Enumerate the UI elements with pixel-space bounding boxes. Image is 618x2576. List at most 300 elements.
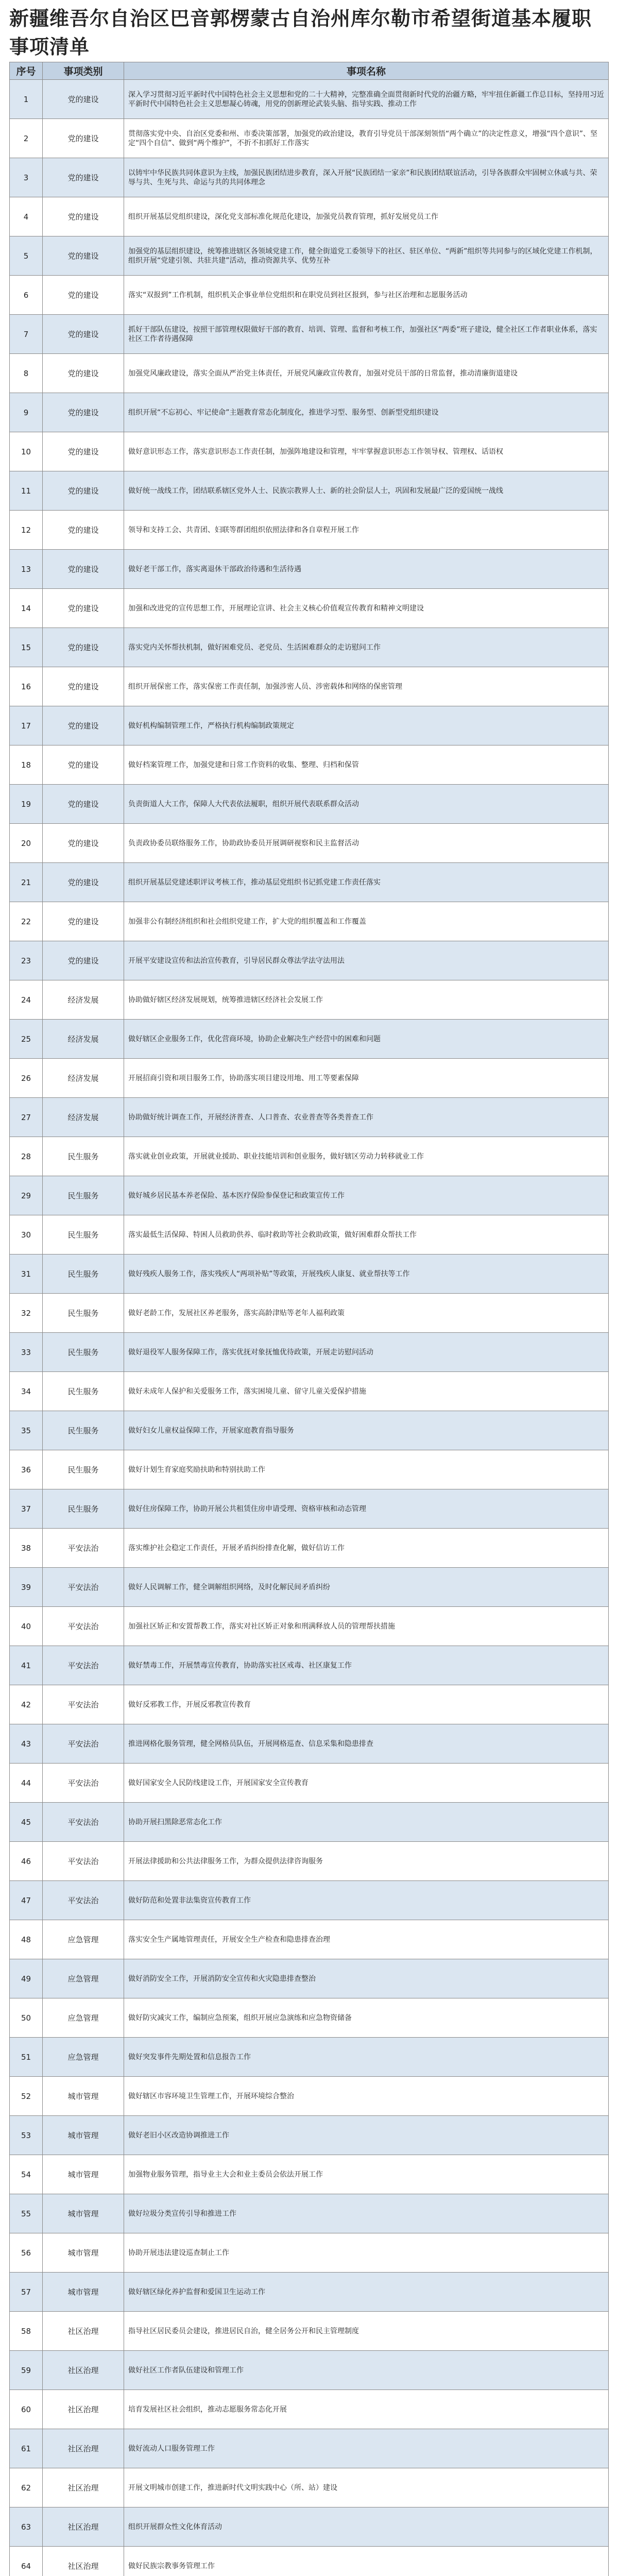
cell-no-text: 16 (21, 682, 31, 691)
cell-no-text: 19 (21, 799, 31, 809)
cell-no (10, 1215, 43, 1255)
cell-category-text: 应急管理 (67, 2052, 99, 2062)
cell-category-text: 民生服务 (67, 1347, 99, 1357)
cell-item (124, 1450, 609, 1489)
table-row (10, 2038, 609, 2077)
table-row (10, 354, 609, 393)
table-row (10, 2429, 609, 2468)
cell-category-text: 应急管理 (67, 2013, 99, 2023)
cell-category (43, 1764, 124, 1803)
cell-no-text: 38 (21, 1543, 31, 1553)
table-row (10, 1646, 609, 1685)
cell-no (10, 1372, 43, 1411)
cell-item (124, 1568, 609, 1607)
cell-item-text: 负责街道人大工作，保障人大代表依法履职，组织开展代表联系群众活动 (128, 800, 359, 808)
cell-item-text: 协助做好统计调查工作，开展经济普查、人口普查、农业普查等各类普查工作 (128, 1113, 373, 1122)
cell-no-text: 62 (21, 2483, 31, 2493)
table-row (10, 745, 609, 785)
cell-category (43, 1607, 124, 1646)
cell-category (43, 2194, 124, 2233)
cell-category (43, 550, 124, 589)
table-row (10, 980, 609, 1020)
cell-no-text: 64 (21, 2561, 31, 2571)
table-row (10, 1529, 609, 1568)
table-row (10, 1685, 609, 1724)
cell-item-text: 做好档案管理工作，加强党建和日常工作资料的收集、整理、归档和保管 (128, 760, 359, 769)
cell-category-text: 党的建设 (67, 212, 99, 222)
cell-category (43, 1294, 124, 1333)
cell-item (124, 550, 609, 589)
cell-no-text: 2 (23, 133, 29, 143)
cell-item-text: 加强和改进党的宣传思想工作，开展理论宣讲、社会主义核心价值观宣传教育和精神文明建设 (128, 604, 424, 613)
cell-no-text: 41 (21, 1660, 31, 1670)
cell-no-text: 57 (21, 2287, 31, 2297)
cell-category (43, 902, 124, 941)
table-row (10, 1176, 609, 1215)
cell-item-text: 做好辖区企业服务工作，优化营商环境，协助企业解决生产经营中的困难和问题 (128, 1035, 381, 1043)
cell-item-text: 协助开展扫黑除恶常态化工作 (128, 1818, 222, 1826)
cell-no (10, 432, 43, 471)
cell-item-text: 落实维护社会稳定工作责任，开展矛盾纠纷排查化解，做好信访工作 (128, 1544, 345, 1552)
cell-no-text: 34 (21, 1386, 31, 1396)
cell-item (124, 2273, 609, 2312)
cell-no (10, 2390, 43, 2429)
cell-item (124, 1959, 609, 1998)
table-row (10, 1215, 609, 1255)
cell-no-text: 56 (21, 2248, 31, 2258)
cell-no-text: 46 (21, 1856, 31, 1866)
cell-item-text: 做好辖区市容环境卫生管理工作，开展环境综合整治 (128, 2092, 294, 2100)
cell-item (124, 745, 609, 785)
cell-item (124, 1255, 609, 1294)
cell-no-text: 27 (21, 1112, 31, 1122)
cell-category-text: 城市管理 (67, 2091, 99, 2101)
cell-category-text: 平安法治 (67, 1660, 99, 1670)
cell-item-text: 协助开展违法建设巡查制止工作 (128, 2248, 229, 2257)
cell-item (124, 1724, 609, 1764)
cell-item (124, 1176, 609, 1215)
cell-item-text: 做好防灾减灾工作，编制应急预案，组织开展应急演练和应急物资储备 (128, 2013, 352, 2022)
table-row (10, 1764, 609, 1803)
cell-no (10, 1450, 43, 1489)
cell-no-text: 50 (21, 2013, 31, 2023)
cell-item-text: 做好禁毒工作，开展禁毒宣传教育，协助落实社区戒毒、社区康复工作 (128, 1661, 352, 1670)
cell-category-text: 党的建设 (67, 799, 99, 809)
table-row (10, 158, 609, 197)
cell-item (124, 1372, 609, 1411)
cell-item (124, 902, 609, 941)
cell-item (124, 393, 609, 432)
cell-item-text: 开展文明城市创建工作，推进新时代文明实践中心（所、站）建设 (128, 2483, 337, 2492)
cell-no-text: 31 (21, 1269, 31, 1279)
table-row (10, 667, 609, 706)
table-row (10, 550, 609, 589)
cell-category (43, 1059, 124, 1098)
cell-item-text: 做好未成年人保护和关爱服务工作，落实困境儿童、留守儿童关爱保护措施 (128, 1387, 366, 1396)
table-row (10, 2233, 609, 2273)
cell-category-text: 民生服务 (67, 1308, 99, 1318)
cell-item-text: 培育发展社区社会组织，推动志愿服务常态化开展 (128, 2405, 287, 2414)
cell-category-text: 平安法治 (67, 1895, 99, 1905)
cell-no (10, 511, 43, 550)
cell-no (10, 2429, 43, 2468)
table-row (10, 1450, 609, 1489)
table-row (10, 1255, 609, 1294)
cell-item-text: 做好反邪教工作，开展反邪教宣传教育 (128, 1700, 251, 1709)
cell-category-text: 民生服务 (67, 1504, 99, 1514)
cell-no-text: 51 (21, 2052, 31, 2062)
cell-no-text: 25 (21, 1034, 31, 1044)
table-row (10, 80, 609, 119)
table-row (10, 2116, 609, 2155)
cell-category-text: 党的建设 (67, 642, 99, 652)
cell-item-text: 组织开展基层党组织建设，深化党支部标准化规范化建设，加强党员教育管理，抓好发展党员工作 (128, 212, 438, 221)
cell-category (43, 1881, 124, 1920)
cell-no-text: 3 (23, 173, 29, 182)
cell-category-text: 党的建设 (67, 721, 99, 731)
cell-category (43, 2429, 124, 2468)
cell-category (43, 471, 124, 511)
cell-category-text: 民生服务 (67, 1386, 99, 1396)
cell-item (124, 980, 609, 1020)
cell-category (43, 1529, 124, 1568)
cell-no-text: 20 (21, 838, 31, 848)
table-row (10, 432, 609, 471)
cell-item (124, 432, 609, 471)
cell-category-text: 党的建设 (67, 447, 99, 456)
cell-no (10, 2077, 43, 2116)
cell-item-text: 做好意识形态工作，落实意识形态工作责任制，加强阵地建设和管理，牢牢掌握意识形态工作领导权、管理权、话语权 (128, 447, 503, 456)
cell-item-text: 指导社区居民委员会建设，推进居民自治，健全居务公开和民主管理制度 (128, 2327, 359, 2335)
cell-no (10, 863, 43, 902)
cell-no (10, 2351, 43, 2390)
cell-category (43, 1568, 124, 1607)
cell-category-text: 党的建设 (67, 486, 99, 496)
table-row (10, 2312, 609, 2351)
cell-no-text: 6 (23, 290, 29, 300)
cell-item (124, 2507, 609, 2547)
cell-item (124, 2468, 609, 2507)
cell-category-text: 党的建设 (67, 956, 99, 965)
cell-item (124, 628, 609, 667)
cell-item (124, 824, 609, 863)
cell-category (43, 1724, 124, 1764)
table-row (10, 2547, 609, 2576)
cell-item (124, 1998, 609, 2038)
cell-item-text: 深入学习贯彻习近平新时代中国特色社会主义思想和党的二十大精神，完整准确全面贯彻新时代党的治疆方略，牢牢扭住新疆工作总目标，坚持用习近平新时代中国特色社会主义思想凝心铸魂，用党的创新理论武装头脑、指导实践、推动工作 (128, 90, 604, 108)
cell-item (124, 1059, 609, 1098)
cell-category-text: 党的建设 (67, 408, 99, 417)
cell-no-text: 37 (21, 1504, 31, 1514)
cell-item-text: 领导和支持工会、共青团、妇联等群团组织依照法律和各自章程开展工作 (128, 526, 359, 534)
cell-category-text: 党的建设 (67, 760, 99, 770)
cell-item (124, 276, 609, 315)
cell-no-text: 45 (21, 1817, 31, 1827)
cell-no (10, 2547, 43, 2576)
cell-no-text: 55 (21, 2209, 31, 2218)
cell-no (10, 706, 43, 745)
cell-no (10, 667, 43, 706)
cell-no-text: 30 (21, 1230, 31, 1240)
cell-no-text: 23 (21, 956, 31, 965)
cell-no-text: 5 (23, 251, 29, 261)
cell-item-text: 做好残疾人服务工作，落实残疾人“两项补贴”等政策，开展残疾人康复、就业帮扶等工作 (128, 1269, 410, 1278)
cell-category (43, 1450, 124, 1489)
cell-category-text: 社区治理 (67, 2561, 99, 2571)
cell-no (10, 2468, 43, 2507)
cell-category-text: 社区治理 (67, 2326, 99, 2336)
cell-item-text: 组织开展基层党建述职评议考核工作，推动基层党组织书记抓党建工作责任落实 (128, 878, 381, 887)
cell-item (124, 785, 609, 824)
cell-no-text: 21 (21, 877, 31, 887)
cell-category (43, 1411, 124, 1450)
cell-item (124, 1607, 609, 1646)
cell-no (10, 1803, 43, 1842)
table-row (10, 2077, 609, 2116)
cell-no-text: 11 (21, 486, 31, 496)
table-row (10, 1411, 609, 1450)
cell-item-text: 做好消防安全工作，开展消防安全宣传和火灾隐患排查整治 (128, 1974, 316, 1983)
table-row (10, 2155, 609, 2194)
cell-category-text: 社区治理 (67, 2365, 99, 2375)
cell-category (43, 785, 124, 824)
cell-item (124, 1489, 609, 1529)
cell-item-text: 加强党的基层组织建设，统筹推进辖区各领域党建工作，健全街道党工委领导下的社区、驻区单位、“两新”组织等共同参与的区域化党建工作机制，组织开展“党建引领、共驻共建”活动，推动资源共享、优势互补 (128, 247, 597, 265)
cell-no (10, 1020, 43, 1059)
cell-item (124, 1646, 609, 1685)
header-category: 事项类别 (43, 62, 124, 80)
cell-category (43, 1685, 124, 1724)
cell-category-text: 党的建设 (67, 329, 99, 339)
cell-category (43, 667, 124, 706)
cell-no (10, 1842, 43, 1881)
cell-category (43, 1333, 124, 1372)
cell-item (124, 2194, 609, 2233)
cell-item (124, 2077, 609, 2116)
cell-no (10, 393, 43, 432)
cell-category (43, 1255, 124, 1294)
cell-category-text: 党的建设 (67, 368, 99, 378)
cell-no (10, 1059, 43, 1098)
table-row (10, 1881, 609, 1920)
cell-no-text: 43 (21, 1739, 31, 1749)
cell-category-text: 党的建设 (67, 917, 99, 926)
cell-category-text: 应急管理 (67, 1974, 99, 1984)
cell-no (10, 1294, 43, 1333)
cell-no (10, 2312, 43, 2351)
cell-no-text: 13 (21, 564, 31, 574)
cell-category-text: 经济发展 (67, 995, 99, 1005)
cell-no-text: 48 (21, 1935, 31, 1944)
table-row (10, 1137, 609, 1176)
cell-category-text: 城市管理 (67, 2209, 99, 2218)
cell-no (10, 902, 43, 941)
cell-category-text: 民生服务 (67, 1426, 99, 1435)
cell-item (124, 2429, 609, 2468)
cell-no-text: 10 (21, 447, 31, 456)
cell-no-text: 35 (21, 1426, 31, 1435)
cell-item (124, 1529, 609, 1568)
cell-category (43, 1489, 124, 1529)
cell-category (43, 2233, 124, 2273)
cell-category-text: 经济发展 (67, 1073, 99, 1083)
cell-category-text: 民生服务 (67, 1191, 99, 1200)
cell-item-text: 负责政协委员联络服务工作，协助政协委员开展调研视察和民主监督活动 (128, 839, 359, 848)
cell-item (124, 471, 609, 511)
cell-no-text: 33 (21, 1347, 31, 1357)
table-row (10, 1998, 609, 2038)
cell-no (10, 980, 43, 1020)
table-row (10, 197, 609, 236)
cell-item (124, 119, 609, 158)
cell-no (10, 1529, 43, 1568)
cell-category-text: 社区治理 (67, 2483, 99, 2493)
cell-item-text: 做好人民调解工作，健全调解组织网络，及时化解民间矛盾纠纷 (128, 1583, 330, 1591)
cell-no (10, 2273, 43, 2312)
table-row (10, 1372, 609, 1411)
cell-item-text: 做好社区工作者队伍建设和管理工作 (128, 2366, 244, 2375)
table-row (10, 2273, 609, 2312)
cell-item-text: 以铸牢中华民族共同体意识为主线，加强民族团结进步教育，深入开展“民族团结一家亲”和民族团结联谊活动，引导各族群众牢固树立休戚与共、荣辱与共、生死与共、命运与共的共同体理念 (128, 168, 597, 187)
table-row (10, 1920, 609, 1959)
table-row (10, 1724, 609, 1764)
cell-item (124, 2038, 609, 2077)
cell-category-text: 党的建设 (67, 94, 99, 104)
table-row (10, 1489, 609, 1529)
cell-category-text: 城市管理 (67, 2130, 99, 2140)
cell-item (124, 158, 609, 197)
cell-item-text: 做好流动人口服务管理工作 (128, 2444, 215, 2453)
cell-no (10, 1607, 43, 1646)
cell-category-text: 社区治理 (67, 2404, 99, 2414)
table-row (10, 2507, 609, 2547)
cell-category (43, 119, 124, 158)
cell-category (43, 2507, 124, 2547)
cell-item-text: 贯彻落实党中央、自治区党委和州、市委决策部署，加强党的政治建设，教育引导党员干部深刻领悟“两个确立”的决定性意义，增强“四个意识”、坚定“四个自信”、做到“两个维护”，不折不扣抓好工作落实 (128, 129, 598, 147)
cell-no (10, 824, 43, 863)
cell-category (43, 1098, 124, 1137)
cell-category-text: 平安法治 (67, 1817, 99, 1827)
cell-category-text: 民生服务 (67, 1151, 99, 1161)
cell-item-text: 做好民族宗教事务管理工作 (128, 2562, 215, 2570)
cell-no-text: 9 (23, 408, 29, 417)
cell-category (43, 1137, 124, 1176)
table-row (10, 2194, 609, 2233)
cell-no-text: 28 (21, 1151, 31, 1161)
table-header-row (10, 62, 609, 80)
cell-category-text: 党的建设 (67, 290, 99, 300)
cell-item (124, 1137, 609, 1176)
cell-item-text: 落实安全生产属地管理责任，开展安全生产检查和隐患排查治理 (128, 1935, 330, 1944)
cell-category-text: 经济发展 (67, 1112, 99, 1122)
cell-no (10, 158, 43, 197)
cell-category (43, 1215, 124, 1255)
table-row (10, 236, 609, 276)
cell-item (124, 2351, 609, 2390)
cell-category-text: 民生服务 (67, 1230, 99, 1240)
cell-no (10, 236, 43, 276)
table-row (10, 589, 609, 628)
cell-category-text: 平安法治 (67, 1700, 99, 1709)
cell-item-text: 做好妇女儿童权益保障工作，开展家庭教育指导服务 (128, 1426, 294, 1435)
cell-item-text: 抓好干部队伍建设，按照干部管理权限做好干部的教育、培训、管理、监督和考核工作，加强社区“两委”班子建设，健全社区工作者职业体系，落实社区工作者待遇保障 (128, 325, 597, 343)
cell-item (124, 863, 609, 902)
cell-no (10, 2233, 43, 2273)
table-row (10, 941, 609, 980)
cell-category-text: 平安法治 (67, 1778, 99, 1788)
cell-item-text: 做好老龄工作，发展社区养老服务，落实高龄津贴等老年人福利政策 (128, 1309, 345, 1317)
cell-no (10, 1959, 43, 1998)
cell-no-text: 61 (21, 2444, 31, 2453)
cell-item-text: 加强党风廉政建设，落实全面从严治党主体责任，开展党风廉政宣传教育，加强对党员干部的日常监督，推动清廉街道建设 (128, 369, 518, 378)
cell-category-text: 党的建设 (67, 564, 99, 574)
cell-category-text: 民生服务 (67, 1269, 99, 1279)
cell-item (124, 2116, 609, 2155)
cell-category (43, 2351, 124, 2390)
cell-item (124, 589, 609, 628)
cell-category (43, 745, 124, 785)
cell-category (43, 2390, 124, 2429)
cell-category (43, 393, 124, 432)
cell-no-text: 17 (21, 721, 31, 731)
table-body (10, 80, 609, 2576)
table-row (10, 511, 609, 550)
cell-item-text: 加强非公有制经济组织和社会组织党建工作，扩大党的组织覆盖和工作覆盖 (128, 917, 366, 926)
cell-no-text: 47 (21, 1895, 31, 1905)
cell-item (124, 1411, 609, 1450)
cell-item (124, 2233, 609, 2273)
cell-category (43, 2547, 124, 2576)
cell-item-text: 做好老旧小区改造协调推进工作 (128, 2131, 229, 2140)
cell-category (43, 1176, 124, 1215)
cell-no (10, 1137, 43, 1176)
cell-no-text: 14 (21, 603, 31, 613)
cell-category (43, 1959, 124, 1998)
table-row (10, 119, 609, 158)
cell-no-text: 12 (21, 525, 31, 535)
table-row (10, 1607, 609, 1646)
table-row (10, 2390, 609, 2429)
cell-item-text: 落实党内关怀帮扶机制，做好困难党员、老党员、生活困难群众的走访慰问工作 (128, 643, 381, 652)
cell-no-text: 42 (21, 1700, 31, 1709)
cell-no (10, 1881, 43, 1920)
cell-item-text: 落实“双报到”工作机制，组织机关企事业单位党组织和在职党员到社区报到，参与社区治理和志愿服务活动 (128, 291, 468, 299)
cell-no (10, 1176, 43, 1215)
cell-no (10, 589, 43, 628)
cell-category-text: 平安法治 (67, 1856, 99, 1866)
cell-no-text: 52 (21, 2091, 31, 2101)
cell-no (10, 1646, 43, 1685)
cell-category (43, 276, 124, 315)
cell-category-text: 应急管理 (67, 1935, 99, 1944)
cell-no (10, 745, 43, 785)
cell-no-text: 36 (21, 1465, 31, 1475)
table-row (10, 2468, 609, 2507)
cell-item (124, 2547, 609, 2576)
cell-category (43, 2077, 124, 2116)
cell-category-text: 城市管理 (67, 2170, 99, 2179)
cell-category (43, 2116, 124, 2155)
cell-category-text: 平安法治 (67, 1582, 99, 1592)
cell-category-text: 党的建设 (67, 682, 99, 691)
cell-item (124, 80, 609, 119)
table-row (10, 1803, 609, 1842)
cell-item (124, 315, 609, 354)
cell-no (10, 80, 43, 119)
cell-item (124, 1803, 609, 1842)
cell-category (43, 2155, 124, 2194)
cell-no (10, 550, 43, 589)
